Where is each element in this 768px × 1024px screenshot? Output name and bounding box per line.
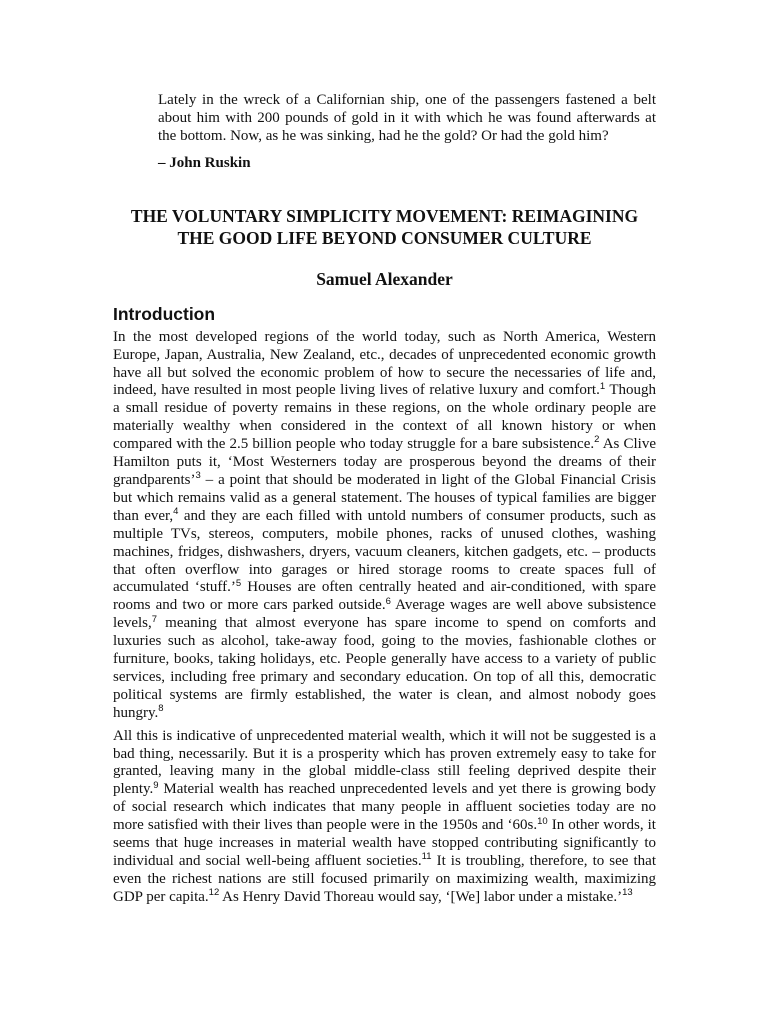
epigraph-line: about him with 200 pounds of gold in it with which he was found afterwards at xyxy=(158,109,656,126)
text-run: rooms and two or more cars parked outside. xyxy=(113,597,386,614)
text-run: Though xyxy=(605,382,656,399)
text-run: than ever, xyxy=(113,507,174,524)
epigraph xyxy=(158,92,656,172)
text-run: hungry. xyxy=(113,704,159,721)
epigraph-line: the bottom. Now, as he was sinking, had he the gold? Or had the gold him? xyxy=(158,127,609,144)
text-run: All this is indicative of unprecedented material wealth, which it will not be suggested is a xyxy=(113,727,656,744)
text-line xyxy=(113,347,656,365)
footnote-marker: 11 xyxy=(421,851,432,863)
text-run: multiple TVs, stereos, computers, mobile phones, racks of unused clothes, washing xyxy=(113,525,656,542)
text-run: Average wages are well above subsistence xyxy=(390,597,656,614)
text-run: seems that huge increases in material wealth have stopped contributing significantly to xyxy=(113,835,656,852)
text-run: luxuries such as alcohol, take-away food, going to the movies, fashionable clothes or xyxy=(113,633,656,650)
footnote-marker: 6 xyxy=(385,595,391,607)
text-line xyxy=(113,365,656,383)
text-run: grandparents’ xyxy=(113,471,196,488)
footnote-marker: 13 xyxy=(622,887,633,899)
text-run: furniture, books, taking holidays, etc. People generally have access to a variety of public xyxy=(113,651,656,668)
paper-title xyxy=(113,205,656,249)
footnote-marker: 1 xyxy=(599,380,606,392)
text-line xyxy=(113,472,656,490)
title-line: THE GOOD LIFE BEYOND CONSUMER CULTURE xyxy=(177,227,592,248)
text-line xyxy=(113,400,656,418)
body-paragraph xyxy=(113,728,656,907)
text-line xyxy=(113,526,656,544)
footnote-marker: 9 xyxy=(153,779,159,791)
text-run: political systems are firmly established, the water is clean, and almost nobody goes xyxy=(113,686,656,703)
text-run: compared with the 2.5 billion people who today struggle for a bare subsistence. xyxy=(113,436,595,453)
text-line xyxy=(113,781,656,799)
text-run: indeed, have resulted in most people living lives of relative luxury and comfort. xyxy=(113,382,600,399)
footnote-marker: 12 xyxy=(208,887,220,899)
text-run: individual and social well-being affluent societies. xyxy=(113,853,422,869)
text-run: It is troubling, therefore, to see that xyxy=(431,853,656,869)
text-run: In other words, it xyxy=(547,817,656,834)
epigraph-attribution: – John Ruskin xyxy=(158,154,251,171)
text-line xyxy=(113,871,656,889)
text-run: bad thing, necessarily. But it is a prosperity which has proven extremely easy to take for xyxy=(113,745,656,762)
text-line xyxy=(113,418,656,436)
text-run: materially wealthy when considered in the context of all known history or when xyxy=(113,418,656,435)
text-line xyxy=(113,597,656,615)
author-name: Samuel Alexander xyxy=(316,268,453,289)
text-run: levels, xyxy=(113,615,152,632)
text-line xyxy=(113,633,656,651)
text-run: Houses are often centrally heated and air-conditioned, with spare xyxy=(241,579,656,596)
text-line xyxy=(113,835,656,853)
text-line xyxy=(113,508,656,526)
text-line xyxy=(113,562,656,580)
text-line xyxy=(113,382,656,400)
text-line xyxy=(113,669,656,687)
text-line xyxy=(113,889,656,907)
text-line xyxy=(113,579,656,597)
footnote-marker: 4 xyxy=(173,506,179,518)
text-line xyxy=(113,728,656,746)
text-run: machines, fridges, dishwashers, dryers, vacuum cleaners, kitchen gadgets, etc. – products xyxy=(113,543,656,560)
text-line xyxy=(113,615,656,633)
text-line xyxy=(113,687,656,705)
footnote-marker: 3 xyxy=(195,470,201,482)
text-run: As Clive xyxy=(599,436,657,453)
text-line xyxy=(113,651,656,669)
text-run: Material wealth has reached unprecedented levels and yet there is growing body xyxy=(158,781,656,798)
text-line xyxy=(113,799,656,817)
text-run: accumulated ‘stuff.’ xyxy=(113,579,236,596)
text-run: more satisfied with their lives than people were in the 1950s and ‘60s. xyxy=(113,817,538,834)
body-text xyxy=(113,329,656,907)
text-run: In the most developed regions of the world today, such as North America, Western xyxy=(113,328,656,345)
document-page xyxy=(113,92,656,907)
text-line xyxy=(113,329,656,347)
text-run: meaning that almost everyone has spare income to spend on comforts and xyxy=(157,615,656,632)
body-paragraph xyxy=(113,329,656,723)
text-run: that often overflow into garages or hired storage rooms to create spaces full of xyxy=(113,561,656,578)
text-run: of social research which indicates that many people in affluent societies today are no xyxy=(113,799,656,816)
epigraph-line: Lately in the wreck of a Californian ship, one of the passengers fastened a belt xyxy=(158,92,656,108)
text-run: plenty. xyxy=(113,781,154,798)
text-line xyxy=(113,490,656,508)
text-run: granted, leaving many in the global middle-class still feeling deprived despite their xyxy=(113,763,656,780)
text-line xyxy=(113,436,656,454)
text-run: services, including free primary and secondary education. On top of all this, democratic xyxy=(113,668,656,685)
text-run: Hamilton puts it, ‘Most Westerners today are prosperous beyond the dreams of their xyxy=(113,454,656,471)
text-line xyxy=(113,705,656,723)
text-run: As Henry David Thoreau would say, ‘[We] labor under a mistake.’ xyxy=(219,888,623,905)
footnote-marker: 10 xyxy=(537,815,548,827)
text-line xyxy=(113,817,656,835)
text-run: and they are each filled with untold numbers of consumer products, such as xyxy=(178,507,656,524)
text-run: GDP per capita. xyxy=(113,888,209,905)
text-run: – a point that should be moderated in light of the Global Financial Crisis xyxy=(200,471,656,488)
text-run: but which remains valid as a general statement. The houses of typical families are bigger xyxy=(113,489,656,506)
footnote-marker: 8 xyxy=(158,703,164,715)
footnote-marker: 7 xyxy=(151,613,158,625)
text-line xyxy=(113,544,656,562)
title-line: THE VOLUNTARY SIMPLICITY MOVEMENT: REIMAGINING xyxy=(130,205,639,226)
text-line xyxy=(113,853,656,871)
text-run: a small residue of poverty remains in these regions, on the whole ordinary people are xyxy=(113,400,656,417)
text-line xyxy=(113,746,656,764)
footnote-marker: 5 xyxy=(235,577,242,589)
text-run: Europe, Japan, Australia, New Zealand, etc., decades of unprecedented economic growth xyxy=(113,346,656,363)
text-run: have all but solved the economic problem of how to secure the necessaries of life and, xyxy=(113,364,656,381)
footnote-marker: 2 xyxy=(594,434,600,446)
text-run: even the richest nations are still focused primarily on maximizing wealth, maximizing xyxy=(113,870,656,887)
section-heading: Introduction xyxy=(113,303,216,324)
text-line xyxy=(113,763,656,781)
